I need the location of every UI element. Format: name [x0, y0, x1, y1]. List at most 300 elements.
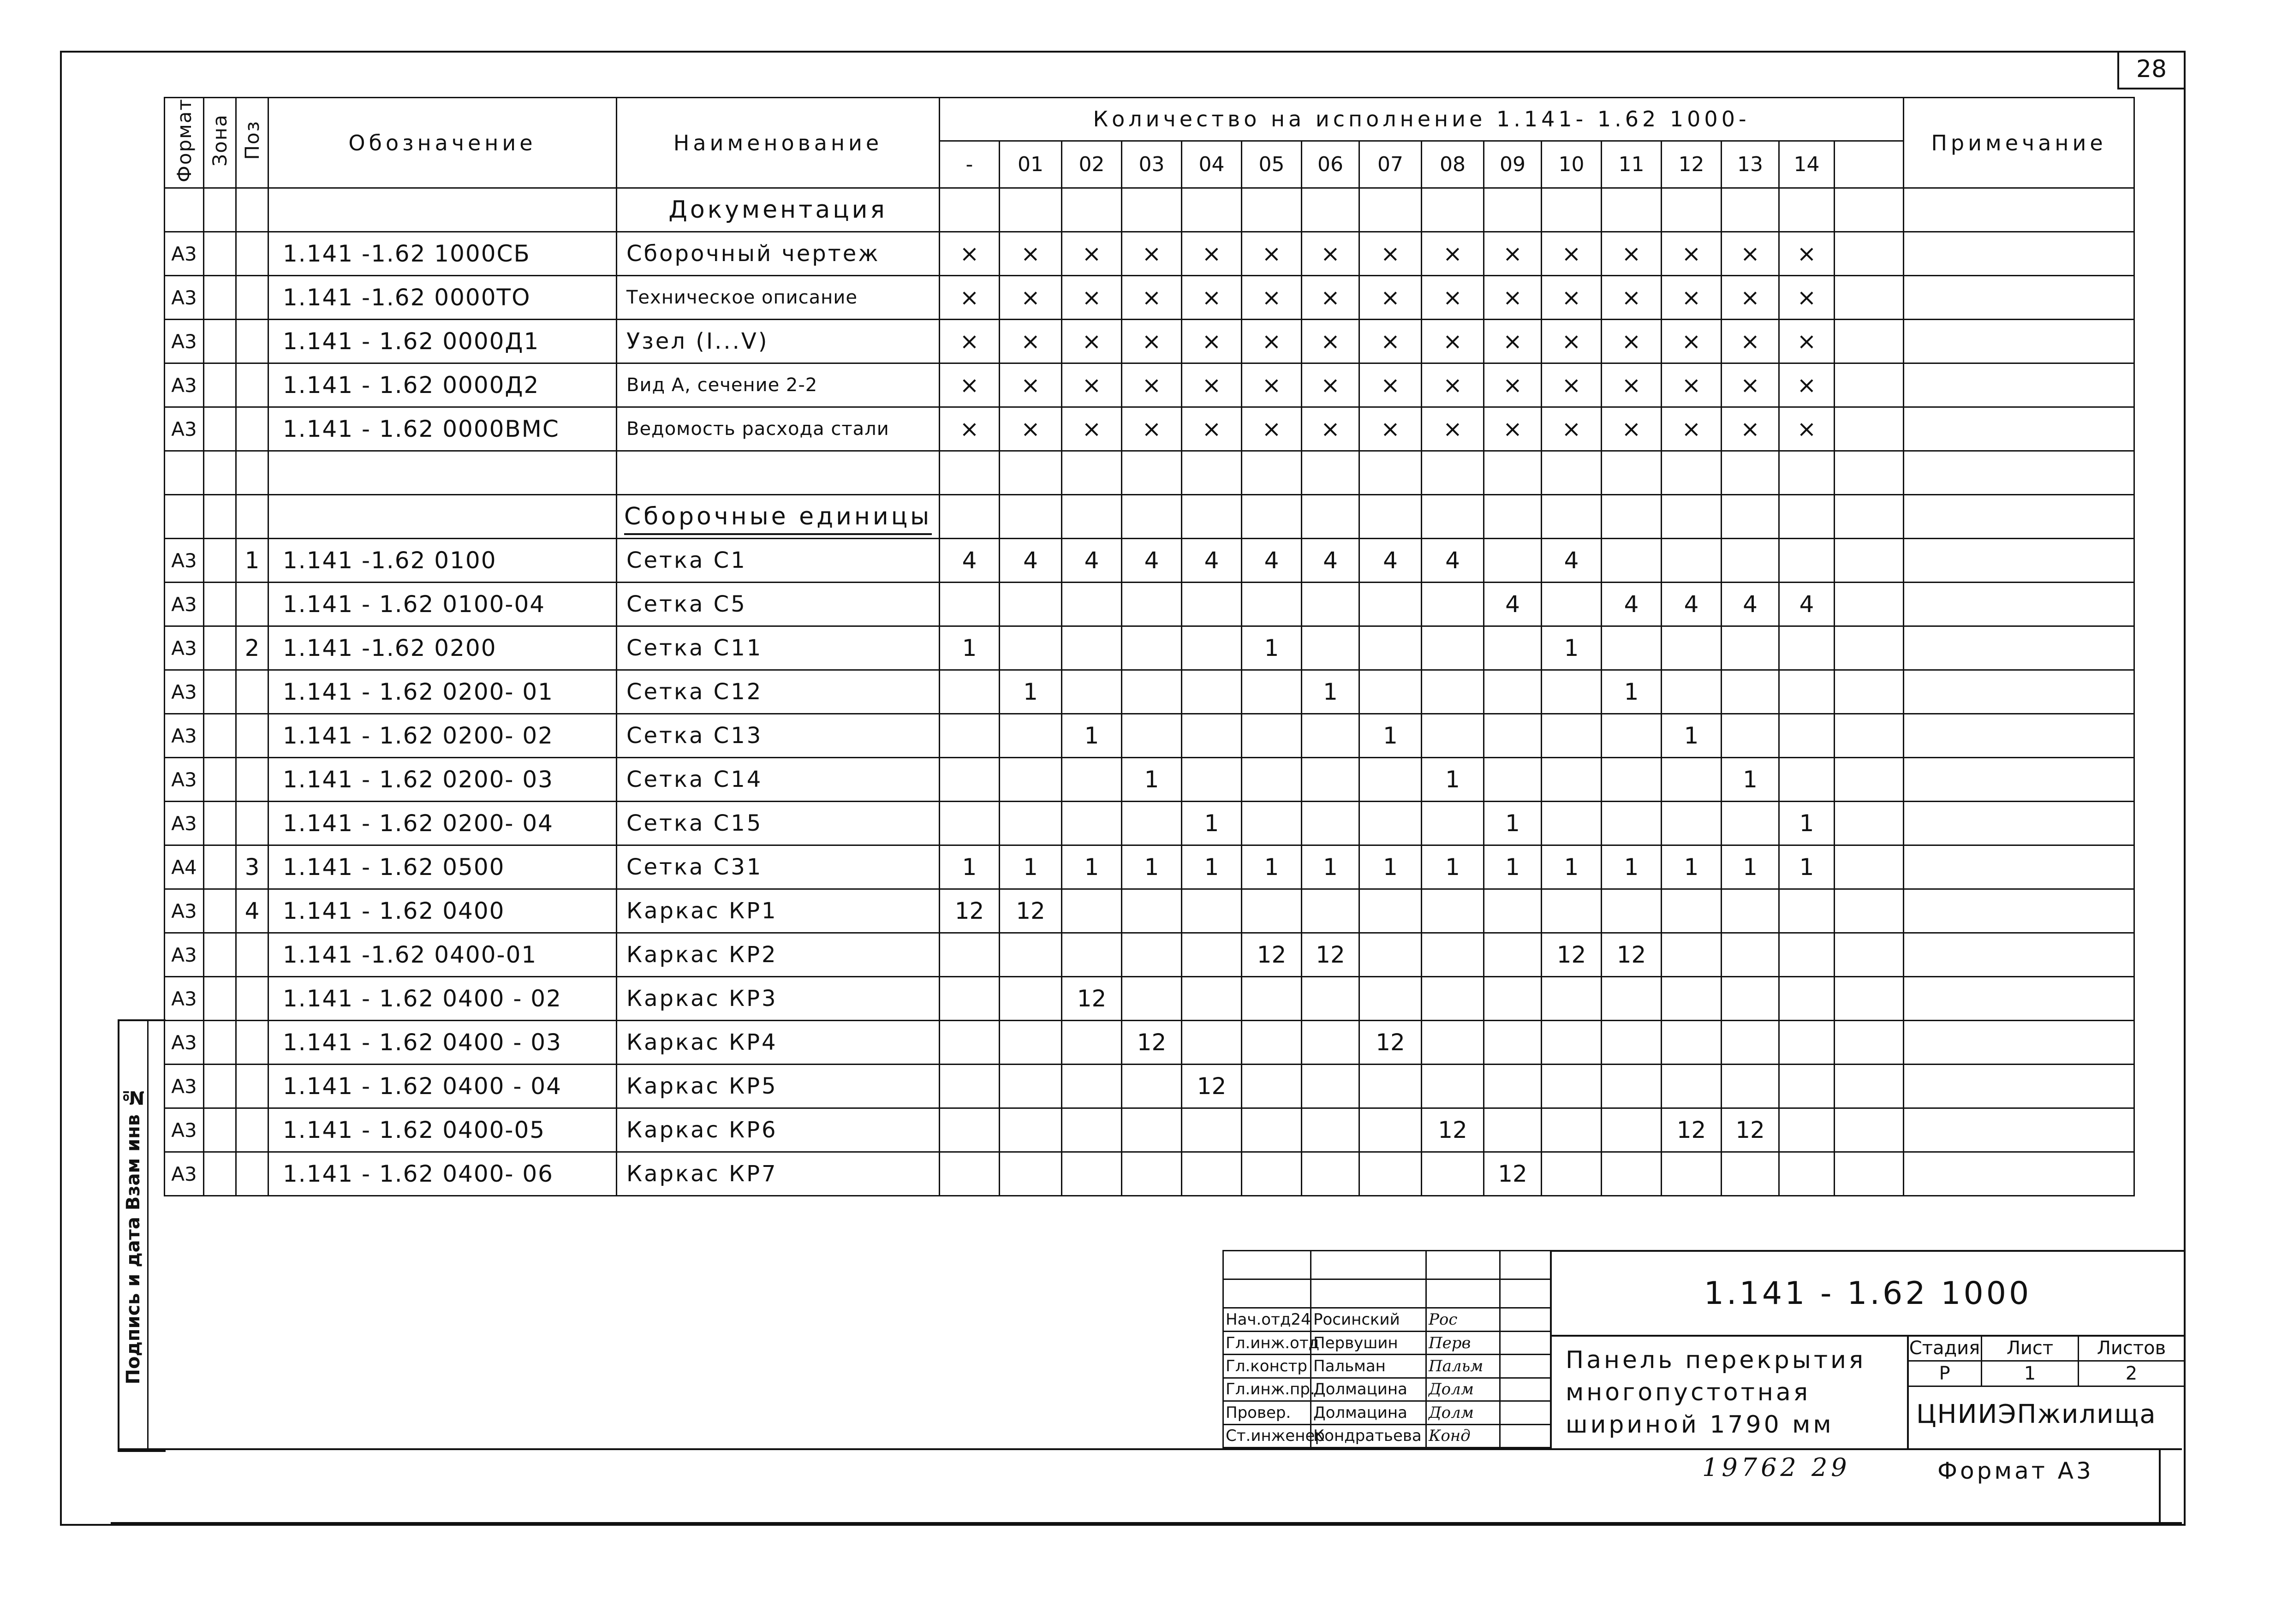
note-cell [1904, 889, 2134, 933]
quantity-cell: 1 [1602, 845, 1662, 889]
quantity-cell: 1 [940, 626, 1000, 670]
quantity-cell: × [1062, 320, 1122, 363]
designation-cell: 1.141 - 1.62 0100-04 [268, 583, 617, 626]
note-cell [1904, 977, 2134, 1021]
quantity-cell: 4 [1722, 583, 1779, 626]
zone-cell [204, 714, 236, 758]
zone-cell [204, 1065, 236, 1108]
quantity-cell [940, 1065, 1000, 1108]
signer-role-text: Провер. [1226, 1403, 1291, 1422]
quantity-cell: 12 [1484, 1152, 1542, 1196]
quantity-cell: 12 [1122, 1021, 1182, 1065]
quantity-cell [940, 802, 1000, 845]
zone-cell [204, 845, 236, 889]
quantity-cell [1662, 758, 1722, 802]
zone-cell [204, 670, 236, 714]
quantity-cell [1542, 758, 1602, 802]
side-stamp-label: Подпись и дата Взам инв № [119, 1021, 149, 1450]
empty-cell [1422, 188, 1484, 232]
empty-cell [1484, 188, 1542, 232]
name-cell: Каркас КР2 [617, 933, 940, 977]
quantity-cell: × [1602, 232, 1662, 276]
sheets-header: Листов [2079, 1336, 2185, 1361]
empty-cell [1062, 495, 1122, 539]
variant-header: 04 [1182, 141, 1242, 188]
quantity-cell [1182, 933, 1242, 977]
note-cell [1904, 626, 2134, 670]
quantity-cell: 1 [1542, 845, 1602, 889]
quantity-cell: 1 [1242, 626, 1302, 670]
quantity-cell [1182, 758, 1242, 802]
empty-cell [1779, 188, 1835, 232]
zone-cell [204, 363, 236, 407]
quantity-cell: × [1000, 363, 1062, 407]
empty-cell [1422, 451, 1484, 495]
quantity-cell: × [1242, 407, 1302, 451]
table-row [165, 1152, 2134, 1196]
table-row [165, 1065, 2134, 1108]
title-block-bottom-rule [118, 1448, 2182, 1450]
table-row [165, 802, 2134, 845]
name-cell: Сетка С14 [617, 758, 940, 802]
quantity-cell [1542, 977, 1602, 1021]
quantity-cell: 1 [1484, 802, 1542, 845]
quantity-cell [1722, 933, 1779, 977]
empty-cell [1835, 320, 1904, 363]
signature-row [1223, 1401, 1551, 1424]
empty-cell [1779, 451, 1835, 495]
quantity-cell [1422, 670, 1484, 714]
format-cell: А3 [165, 1065, 204, 1108]
quantity-cell: × [1662, 276, 1722, 320]
quantity-cell [940, 583, 1000, 626]
quantity-cell: × [1242, 363, 1302, 407]
empty-cell [1422, 495, 1484, 539]
quantity-cell: × [1122, 320, 1182, 363]
name-cell: Сетка С12 [617, 670, 940, 714]
quantity-cell [1779, 889, 1835, 933]
quantity-cell: × [1722, 276, 1779, 320]
empty-cell [1904, 495, 2134, 539]
name-cell: Каркас КР7 [617, 1152, 940, 1196]
format-cell: А3 [165, 1108, 204, 1152]
quantity-cell [1779, 1108, 1835, 1152]
quantity-cell: × [1422, 320, 1484, 363]
quantity-cell: × [1602, 276, 1662, 320]
empty-cell [1835, 1152, 1904, 1196]
empty-cell [165, 495, 204, 539]
quantity-cell: 1 [1182, 802, 1242, 845]
signer-name: Росинский [1311, 1308, 1426, 1331]
inventory-number: 19762 29 [1702, 1453, 1851, 1482]
designation-cell: 1.141 - 1.62 0400 - 04 [268, 1065, 617, 1108]
empty-cell [1182, 495, 1242, 539]
signature: Перв [1426, 1331, 1500, 1354]
quantity-cell: × [1359, 407, 1422, 451]
table-row [165, 363, 2134, 407]
quantity-cell [1122, 802, 1182, 845]
signature-date [1500, 1378, 1551, 1401]
quantity-cell [1602, 1108, 1662, 1152]
quantity-cell [1242, 1152, 1302, 1196]
quantity-cell: 12 [1662, 1108, 1722, 1152]
quantity-cell [1182, 583, 1242, 626]
quantity-cell: × [1662, 407, 1722, 451]
quantity-cell [1484, 977, 1542, 1021]
quantity-cell [1122, 626, 1182, 670]
name-cell: Сетка С15 [617, 802, 940, 845]
quantity-cell: 1 [1662, 714, 1722, 758]
pos-cell: 2 [236, 626, 268, 670]
quantity-cell [1242, 1065, 1302, 1108]
quantity-cell [1779, 539, 1835, 583]
pos-cell [236, 363, 268, 407]
quantity-cell [1422, 802, 1484, 845]
note-cell [1904, 232, 2134, 276]
table-row [165, 889, 2134, 933]
quantity-cell: 1 [1542, 626, 1602, 670]
quantity-cell [1484, 758, 1542, 802]
quantity-cell [1062, 583, 1122, 626]
quantity-cell [1722, 1065, 1779, 1108]
empty-cell [1835, 451, 1904, 495]
zone-cell [204, 276, 236, 320]
quantity-cell [1000, 933, 1062, 977]
quantity-cell: 1 [1122, 758, 1182, 802]
zone-cell [204, 539, 236, 583]
signer-role-text: Гл.инж.отд [1226, 1333, 1320, 1352]
pos-cell [236, 232, 268, 276]
sheet-format: Формат А3 [1937, 1457, 2094, 1484]
quantity-cell: 12 [1602, 933, 1662, 977]
empty-cell [940, 451, 1000, 495]
quantity-cell [1662, 933, 1722, 977]
pos-cell [236, 1021, 268, 1065]
empty-cell [1835, 276, 1904, 320]
quantity-cell [1484, 670, 1542, 714]
quantity-cell: × [1542, 320, 1602, 363]
signature-blank-row [1223, 1279, 1551, 1308]
designation-cell: 1.141 - 1.62 0400 - 03 [268, 1021, 617, 1065]
quantity-cell [1062, 1108, 1122, 1152]
pos-cell [236, 977, 268, 1021]
designation-cell: 1.141 - 1.62 0000Д1 [268, 320, 617, 363]
format-cell: А3 [165, 933, 204, 977]
quantity-cell: 12 [1422, 1108, 1484, 1152]
format-cell: А3 [165, 583, 204, 626]
quantity-cell: 4 [1000, 539, 1062, 583]
quantity-cell [1542, 1108, 1602, 1152]
pos-cell [236, 1108, 268, 1152]
quantity-cell: 1 [1182, 845, 1242, 889]
quantity-cell [1722, 802, 1779, 845]
quantity-cell [1302, 1065, 1359, 1108]
quantity-cell [1422, 1152, 1484, 1196]
signature-row [1223, 1424, 1551, 1447]
document-title [1566, 1344, 1898, 1441]
quantity-cell: 1 [1359, 714, 1422, 758]
quantity-cell [1779, 1152, 1835, 1196]
name-cell: Сетка С1 [617, 539, 940, 583]
quantity-cell [1542, 1021, 1602, 1065]
quantity-cell: × [1000, 276, 1062, 320]
quantity-cell [1302, 758, 1359, 802]
table-row [165, 232, 2134, 276]
quantity-cell [1484, 1108, 1542, 1152]
empty-cell [1182, 188, 1242, 232]
quantity-cell [1542, 1152, 1602, 1196]
section-title-text: Документация [668, 196, 888, 224]
empty-cell [1662, 451, 1722, 495]
quantity-cell: 4 [1484, 583, 1542, 626]
pos-cell [236, 933, 268, 977]
empty-cell [1835, 802, 1904, 845]
pos-cell [236, 1065, 268, 1108]
quantity-cell: × [1722, 232, 1779, 276]
quantity-cell [1722, 670, 1779, 714]
quantity-cell: 1 [1302, 670, 1359, 714]
quantity-cell: × [1779, 407, 1835, 451]
quantity-cell: × [1242, 276, 1302, 320]
quantity-cell [1484, 539, 1542, 583]
quantity-cell [940, 670, 1000, 714]
quantity-cell: × [1779, 363, 1835, 407]
empty-cell [940, 495, 1000, 539]
empty-cell [236, 188, 268, 232]
quantity-cell [1359, 758, 1422, 802]
quantity-cell: × [1182, 276, 1242, 320]
quantity-cell [1359, 670, 1422, 714]
empty-cell [1835, 933, 1904, 977]
signer-name: Долмацина [1311, 1401, 1426, 1424]
quantity-cell [1484, 1021, 1542, 1065]
format-cell: А3 [165, 802, 204, 845]
quantity-cell [1302, 889, 1359, 933]
quantity-cell [1062, 758, 1122, 802]
empty-cell [1835, 977, 1904, 1021]
quantity-cell [1062, 1021, 1122, 1065]
quantity-cell [1542, 802, 1602, 845]
designation-cell: 1.141 -1.62 0400-01 [268, 933, 617, 977]
signature: Рос [1426, 1308, 1500, 1331]
quantity-cell [1542, 670, 1602, 714]
empty-cell [1835, 539, 1904, 583]
quantity-cell [1182, 977, 1242, 1021]
quantity-cell: × [1062, 276, 1122, 320]
designation-cell: 1.141 - 1.62 0400 - 02 [268, 977, 617, 1021]
quantity-cell: × [1359, 232, 1422, 276]
empty-cell [1835, 758, 1904, 802]
quantity-cell: 12 [1242, 933, 1302, 977]
quantity-cell: × [1000, 320, 1062, 363]
quantity-cell: × [1662, 363, 1722, 407]
quantity-cell: × [1484, 363, 1542, 407]
note-cell [1904, 670, 2134, 714]
empty-cell [1835, 714, 1904, 758]
section-row [165, 495, 2134, 539]
col-name-header: Наименование [617, 98, 940, 188]
quantity-cell [1182, 714, 1242, 758]
empty-row [165, 451, 2134, 495]
pos-cell [236, 276, 268, 320]
empty-cell [617, 451, 940, 495]
quantity-cell: × [1302, 407, 1359, 451]
quantity-cell: 1 [1359, 845, 1422, 889]
empty-cell [268, 495, 617, 539]
signer-name: Долмацина [1311, 1378, 1426, 1401]
quantity-cell [1000, 1021, 1062, 1065]
page-bottom-rule [111, 1522, 2182, 1524]
quantity-cell [1062, 670, 1122, 714]
quantity-cell: × [1182, 320, 1242, 363]
quantity-cell: 12 [1722, 1108, 1779, 1152]
empty-cell [1542, 188, 1602, 232]
signature: Долм [1426, 1401, 1500, 1424]
quantity-cell: 4 [1182, 539, 1242, 583]
note-cell [1904, 583, 2134, 626]
designation-cell: 1.141 -1.62 0100 [268, 539, 617, 583]
note-cell [1904, 714, 2134, 758]
quantity-cell: × [1662, 232, 1722, 276]
pos-cell [236, 758, 268, 802]
quantity-cell [1242, 889, 1302, 933]
empty-cell [1722, 495, 1779, 539]
quantity-cell [1484, 626, 1542, 670]
pos-cell [236, 320, 268, 363]
variant-header: 01 [1000, 141, 1062, 188]
quantity-cell [1302, 1021, 1359, 1065]
quantity-cell [1542, 1065, 1602, 1108]
document-code: 1.141 - 1.62 1000 [1552, 1252, 2184, 1337]
col-quantity-header: Количество на исполнение 1.141- 1.62 1000- [940, 98, 1904, 141]
quantity-cell [1062, 1152, 1122, 1196]
quantity-cell: × [1542, 407, 1602, 451]
quantity-cell [1122, 1152, 1182, 1196]
empty-cell [1000, 495, 1062, 539]
quantity-cell: 1 [1062, 845, 1122, 889]
quantity-cell: 1 [940, 845, 1000, 889]
signature-date [1500, 1308, 1551, 1331]
quantity-cell [1359, 583, 1422, 626]
quantity-cell: × [1422, 276, 1484, 320]
empty-cell [204, 188, 236, 232]
name-cell: Вид А, сечение 2-2 [617, 363, 940, 407]
empty-cell [1359, 188, 1422, 232]
quantity-cell [1000, 583, 1062, 626]
signature-row [1223, 1378, 1551, 1401]
quantity-cell: × [1302, 232, 1359, 276]
quantity-cell [1000, 802, 1062, 845]
quantity-cell: × [1722, 363, 1779, 407]
zone-cell [204, 1152, 236, 1196]
format-cell: А3 [165, 276, 204, 320]
name-cell: Сетка С5 [617, 583, 940, 626]
quantity-cell: 1 [1484, 845, 1542, 889]
quantity-cell [1122, 583, 1182, 626]
signature: Конд [1426, 1424, 1500, 1447]
quantity-cell [1000, 626, 1062, 670]
empty-cell [1122, 495, 1182, 539]
quantity-cell [1779, 933, 1835, 977]
quantity-cell [1122, 933, 1182, 977]
quantity-cell [1242, 714, 1302, 758]
name-cell: Каркас КР4 [617, 1021, 940, 1065]
quantity-cell [1000, 1108, 1062, 1152]
quantity-cell [1242, 977, 1302, 1021]
quantity-cell [1484, 1065, 1542, 1108]
quantity-cell: × [1722, 320, 1779, 363]
empty-cell [1242, 451, 1302, 495]
note-cell [1904, 363, 2134, 407]
empty-cell [1835, 1021, 1904, 1065]
signature: Долм [1426, 1378, 1500, 1401]
stage-header: Стадия [1908, 1336, 1982, 1361]
quantity-cell [1722, 1152, 1779, 1196]
pos-cell [236, 802, 268, 845]
quantity-cell: 1 [1602, 670, 1662, 714]
empty-cell [1662, 495, 1722, 539]
quantity-cell: × [1242, 232, 1302, 276]
empty-cell [1602, 188, 1662, 232]
format-cell: А3 [165, 363, 204, 407]
quantity-cell [1422, 1065, 1484, 1108]
signer-role [1223, 1331, 1320, 1354]
quantity-cell: × [940, 363, 1000, 407]
name-cell: Узел (I...V) [617, 320, 940, 363]
col-format-header: Формат [165, 98, 204, 188]
format-cell: А3 [165, 626, 204, 670]
quantity-cell: × [1359, 276, 1422, 320]
quantity-cell [1182, 889, 1242, 933]
quantity-cell [1000, 1065, 1062, 1108]
stage-table [1907, 1335, 2185, 1387]
quantity-cell: 1 [1779, 845, 1835, 889]
empty-cell [1835, 407, 1904, 451]
quantity-cell: 4 [1779, 583, 1835, 626]
header-row-1 [165, 98, 2134, 141]
quantity-cell [1662, 1152, 1722, 1196]
quantity-cell: × [1000, 232, 1062, 276]
quantity-cell [1122, 670, 1182, 714]
sheet-header: Лист [1982, 1336, 2079, 1361]
quantity-cell: 1 [1242, 845, 1302, 889]
quantity-cell: 4 [1662, 583, 1722, 626]
quantity-cell: 4 [1122, 539, 1182, 583]
name-cell: Каркас КР6 [617, 1108, 940, 1152]
quantity-cell: × [1122, 363, 1182, 407]
quantity-cell: × [1062, 407, 1122, 451]
zone-cell [204, 802, 236, 845]
designation-cell: 1.141 - 1.62 0400-05 [268, 1108, 617, 1152]
designation-cell: 1.141 - 1.62 0400 [268, 889, 617, 933]
quantity-cell [1602, 714, 1662, 758]
quantity-cell [1662, 1021, 1722, 1065]
signatures-table [1222, 1250, 1551, 1448]
zone-cell [204, 626, 236, 670]
note-cell [1904, 320, 2134, 363]
quantity-cell: × [1062, 232, 1122, 276]
empty-cell [1000, 451, 1062, 495]
quantity-cell: 4 [1359, 539, 1422, 583]
quantity-cell: × [940, 320, 1000, 363]
quantity-cell [1602, 802, 1662, 845]
quantity-cell [1242, 670, 1302, 714]
empty-cell [1835, 363, 1904, 407]
name-cell: Сетка С31 [617, 845, 940, 889]
quantity-cell: 1 [1000, 670, 1062, 714]
quantity-cell [1422, 933, 1484, 977]
variant-header: 08 [1422, 141, 1484, 188]
